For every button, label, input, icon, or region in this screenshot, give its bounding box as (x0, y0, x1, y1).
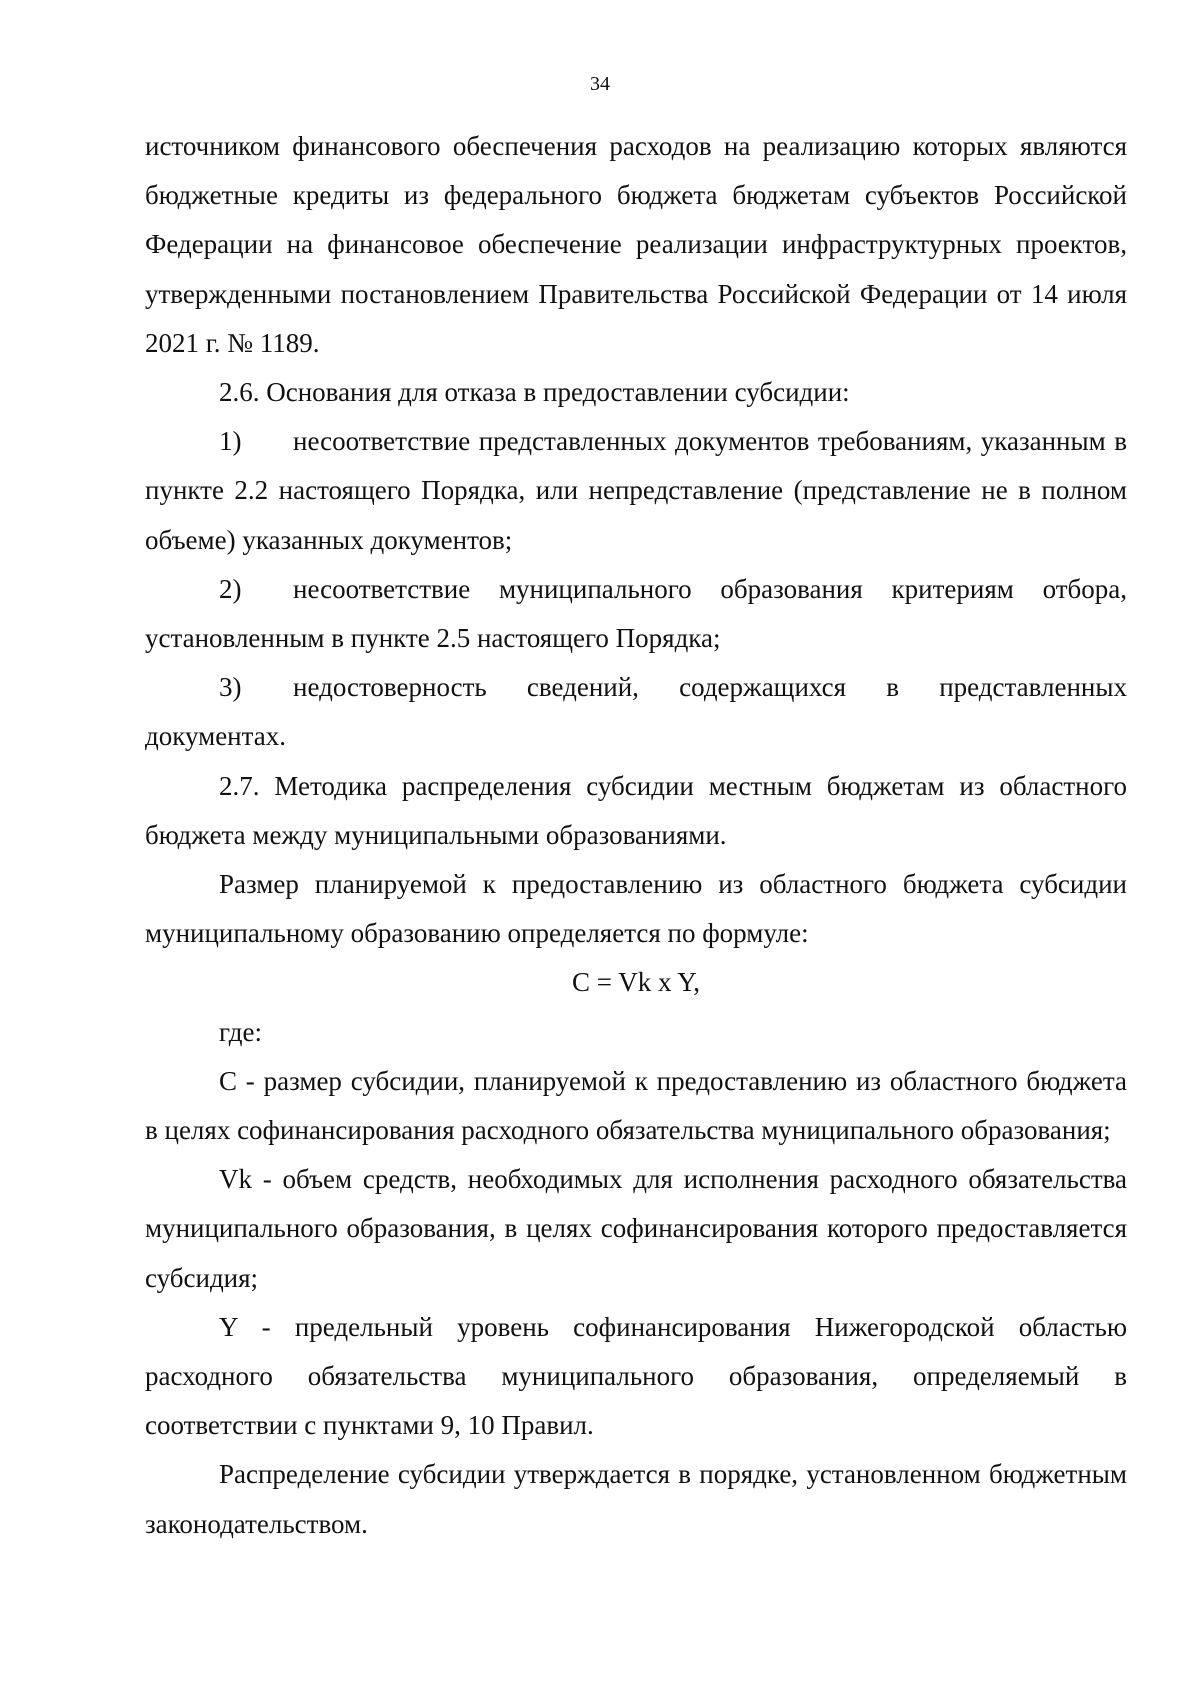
paragraph-where: где: (219, 1016, 262, 1047)
document-body (145, 122, 1127, 1549)
list-number-1: 1) (219, 426, 242, 457)
list-item-3 (145, 663, 1127, 761)
paragraph-section-2-7: 2.7. Методика распределения субсидии местным бюджетам из областного бюджета между муниципальными образованиями. (145, 770, 1127, 850)
list-item-2 (145, 565, 1127, 663)
list-number-3: 3) (219, 672, 242, 703)
list-text-1: несоответствие представленных документов требованиям, указанным в пункте 2.2 настоящего Порядка, или непредставление (представление не в полном объеме) указанных документов; (145, 426, 1127, 555)
list-number-2: 2) (219, 573, 242, 604)
page-number: 34 (590, 73, 610, 95)
formula: C = Vk x Y, (571, 967, 700, 998)
paragraph-subsidy-size: Размер планируемой к предоставлению из областного бюджета субсидии муниципальному образованию определяется по формуле: (145, 869, 1127, 949)
paragraph-section-2-6: 2.6. Основания для отказа в предоставлении субсидии: (219, 377, 850, 408)
paragraph-distribution: Распределение субсидии утверждается в порядке, установленном бюджетным законодательством. (145, 1459, 1127, 1539)
definition-c: C - размер субсидии, планируемой к предоставлению из областного бюджета в целях софинансирования расходного обязательства муниципального образования; (145, 1065, 1127, 1146)
paragraph-continuation: источником финансового обеспечения расходов на реализацию которых являются бюджетные кредиты из федерального бюджета бюджетам субъектов Российской Федерации на финансовое обеспечение реализации инфраструктурных проектов, утвержденными постановлением Правительства Российской Федерации от 14 июля 2021 г. № 1189. (145, 131, 1127, 358)
list-item-1 (145, 417, 1127, 565)
definition-vk: Vk - объем средств, необходимых для исполнения расходного обязательства муниципального образования, в целях софинансирования которого предоставляется субсидия; (145, 1164, 1127, 1293)
definition-y: Y - предельный уровень софинансирования Нижегородской областью расходного обязательства муниципального образования, определяемый в соответствии с пунктами 9, 10 Правил. (145, 1311, 1127, 1441)
list-text-2: несоответствие муниципального образования критериям отбора, установленным в пункте 2.5 настоящего Порядка; (145, 573, 1127, 654)
list-text-3: недостоверность сведений, содержащихся в представленных документах. (145, 672, 1127, 752)
